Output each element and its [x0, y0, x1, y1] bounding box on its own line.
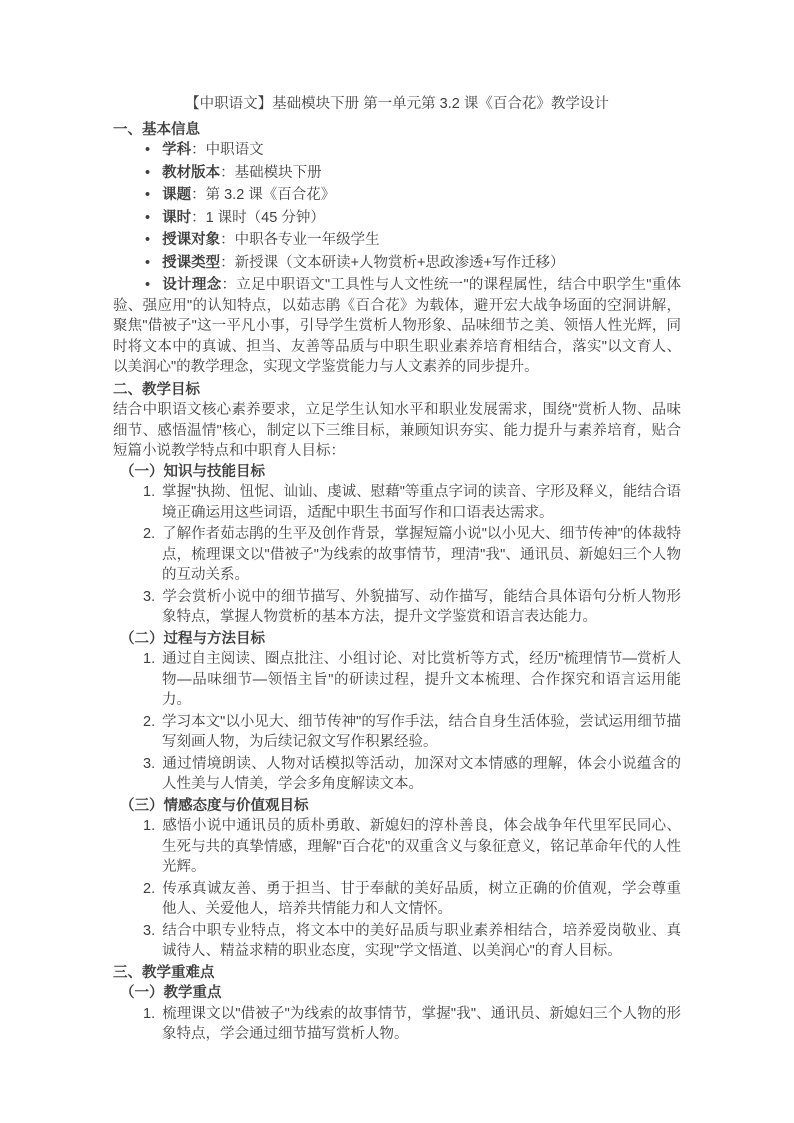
info-list-item	[113, 163, 681, 184]
list-item-text: 传承真诚友善、勇于担当、甘于奉献的美好品质，树立正确的价值观，学会尊重他人、关爱他人，培养共情能力和人文情怀。	[162, 880, 681, 917]
list-item-text: 梳理课文以"借被子"为线索的故事情节，掌握"我"、通讯员、新媳妇三个人物的形象特点，学会通过细节描写赏析人物。	[162, 1005, 681, 1042]
bullet-icon: •	[145, 254, 151, 271]
keypoints-subsections	[113, 983, 681, 1045]
basic-info-list	[113, 140, 681, 378]
info-list-item	[113, 208, 681, 229]
numbered-list-item	[113, 649, 681, 711]
colon-separator: ：	[221, 277, 237, 293]
numbered-list-item	[113, 587, 681, 628]
list-item-text: 学习本文"以小见大、细节传神"的写作手法，结合自身生活体验，尝试运用细节描写刻画人物，为后续记叙文写作积累经验。	[162, 713, 681, 750]
subsection	[113, 796, 681, 962]
info-list-item	[113, 230, 681, 251]
list-item-text: 结合中职专业特点，将文本中的美好品质与职业素养相结合，培养爱岗敬业、真诚待人、精益求精的职业态度，实现"学文悟道、以美润心"的育人目标。	[162, 922, 681, 959]
list-item-text: 通过情境朗读、人物对话模拟等活动，加深对文本情感的理解，体会小说蕴含的人性美与人情美，学会多角度解读文本。	[162, 755, 681, 792]
bullet-icon: •	[145, 232, 151, 248]
bullet-icon: •	[145, 164, 151, 181]
info-value: 基础模块下册	[234, 164, 322, 181]
subsection-heading: （一）教学重点	[120, 985, 222, 1001]
numbered-list-item	[113, 921, 681, 962]
colon-separator: ：	[220, 254, 235, 271]
numbered-list	[113, 482, 681, 628]
info-label: 学科	[162, 142, 192, 158]
info-label: 授课类型	[162, 254, 221, 271]
list-item-text: 掌握"执拗、忸怩、讪讪、虔诚、慰藉"等重点字词的读音、字形及释义，能结合语境正确运用这些词语，适配中职生书面写作和口语表达需求。	[162, 484, 681, 521]
bullet-icon: •	[145, 142, 151, 158]
info-value: 第 3.2 课《百合花》	[205, 187, 336, 203]
colon-separator: ：	[191, 209, 206, 226]
list-item-text: 感悟小说中通讯员的质朴勇敢、新媳妇的淳朴善良，体会战争年代里军民同心、生死与共的真挚情感，理解"百合花"的双重含义与象征意义，铭记革命年代的人性光辉。	[162, 818, 681, 875]
info-list-item	[113, 275, 681, 378]
numbered-list	[113, 649, 681, 795]
document-title: 【中职语文】基础模块下册 第一单元第 3.2 课《百合花》教学设计	[185, 96, 609, 112]
list-number: 2.	[143, 713, 156, 730]
numbered-list-item	[113, 754, 681, 795]
list-number: 1.	[143, 818, 156, 834]
list-number: 3.	[143, 588, 156, 605]
list-number: 1.	[143, 484, 156, 500]
objectives-intro: 结合中职语文核心素养要求，立足学生认知水平和职业发展需求，围绕"赏析人物、品味细节、感悟温情"核心，制定以下三维目标，兼顾知识夯实、能力提升与素养培育，贴合短篇小说教学特点和中职育人目标：	[113, 402, 681, 459]
info-list-item	[113, 253, 681, 274]
list-item-text: 学会赏析小说中的细节描写、外貌描写、动作描写，能结合具体语句分析人物形象特点，掌握人物赏析的基本方法，提升文学鉴赏和语言表达能力。	[162, 588, 681, 625]
list-number: 2.	[143, 526, 156, 542]
list-number: 3.	[143, 755, 156, 772]
numbered-list-item	[113, 712, 681, 753]
section-objectives	[113, 380, 681, 962]
list-number: 1.	[143, 1005, 156, 1022]
info-label: 设计理念	[162, 277, 222, 293]
info-value: 立足中职语文"工具性与人文性统一"的课程属性，结合中职学生"重体验、强应用"的认知特点，以茹志鹃《百合花》为载体，避开宏大战争场面的空洞讲解，聚焦"借被子"这一平凡小事，引导学生赏析人物形象、品味细节之美、领悟人性光辉，同时将文本中的真诚、担当、友善等品质与中职生职业素养培育相结合，落实"以文育人、以美润心"的教学理念，实现文学鉴赏能力与人文素养的同步提升。	[113, 277, 682, 375]
section-key-points	[113, 963, 681, 1045]
numbered-list-item	[113, 816, 681, 878]
list-item-text: 了解作者茹志鹃的生平及创作背景，掌握短篇小说"以小见大、细节传神"的体裁特点，梳理课文以"借被子"为线索的故事情节，理清"我"、通讯员、新媳妇三个人物的互动关系。	[162, 526, 681, 583]
info-label: 授课对象	[162, 232, 221, 248]
subsection	[113, 629, 681, 795]
info-value: 中职各专业一年级学生	[234, 232, 380, 248]
numbered-list-item	[113, 482, 681, 523]
info-value: 1 课时（45 分钟）	[205, 209, 325, 226]
numbered-list-item	[113, 524, 681, 586]
subsection	[113, 983, 681, 1045]
info-list-item	[113, 185, 681, 206]
info-label: 教材版本	[162, 164, 221, 181]
subsection	[113, 462, 681, 628]
subsection-heading: （一）知识与技能目标	[120, 463, 265, 480]
numbered-list-item	[113, 879, 681, 920]
list-item-text: 通过自主阅读、圈点批注、小组讨论、对比赏析等方式，经历"梳理情节—赏析人物—品味细节—领悟主旨"的研读过程，提升文本梳理、合作探究和语言运用能力。	[162, 651, 681, 708]
bullet-icon: •	[145, 277, 151, 293]
info-value: 新授课（文本研读+人物赏析+思政渗透+写作迁移）	[234, 254, 565, 271]
objectives-subsections	[113, 462, 681, 962]
colon-separator: ：	[191, 142, 206, 158]
section-basic-info	[113, 120, 681, 378]
list-number: 1.	[143, 651, 156, 667]
list-number: 3.	[143, 922, 156, 939]
info-list-item	[113, 140, 681, 161]
numbered-list	[113, 1004, 681, 1045]
section-heading-objectives: 二、教学目标	[113, 381, 200, 398]
info-label: 课时	[162, 209, 192, 226]
colon-separator: ：	[220, 232, 235, 248]
colon-separator: ：	[191, 187, 206, 203]
bullet-icon: •	[145, 209, 151, 226]
section-heading-basic-info: 一、基本信息	[113, 121, 200, 138]
info-label: 课题	[162, 187, 192, 203]
colon-separator: ：	[220, 164, 235, 181]
bullet-icon: •	[145, 187, 151, 203]
numbered-list-item	[113, 1004, 681, 1045]
numbered-list	[113, 816, 681, 962]
subsection-heading: （二）过程与方法目标	[120, 630, 265, 647]
section-heading-key-points: 三、教学重难点	[113, 964, 215, 981]
info-value: 中职语文	[205, 142, 264, 158]
list-number: 2.	[143, 880, 156, 897]
subsection-heading: （三）情感态度与价值观目标	[120, 797, 309, 814]
